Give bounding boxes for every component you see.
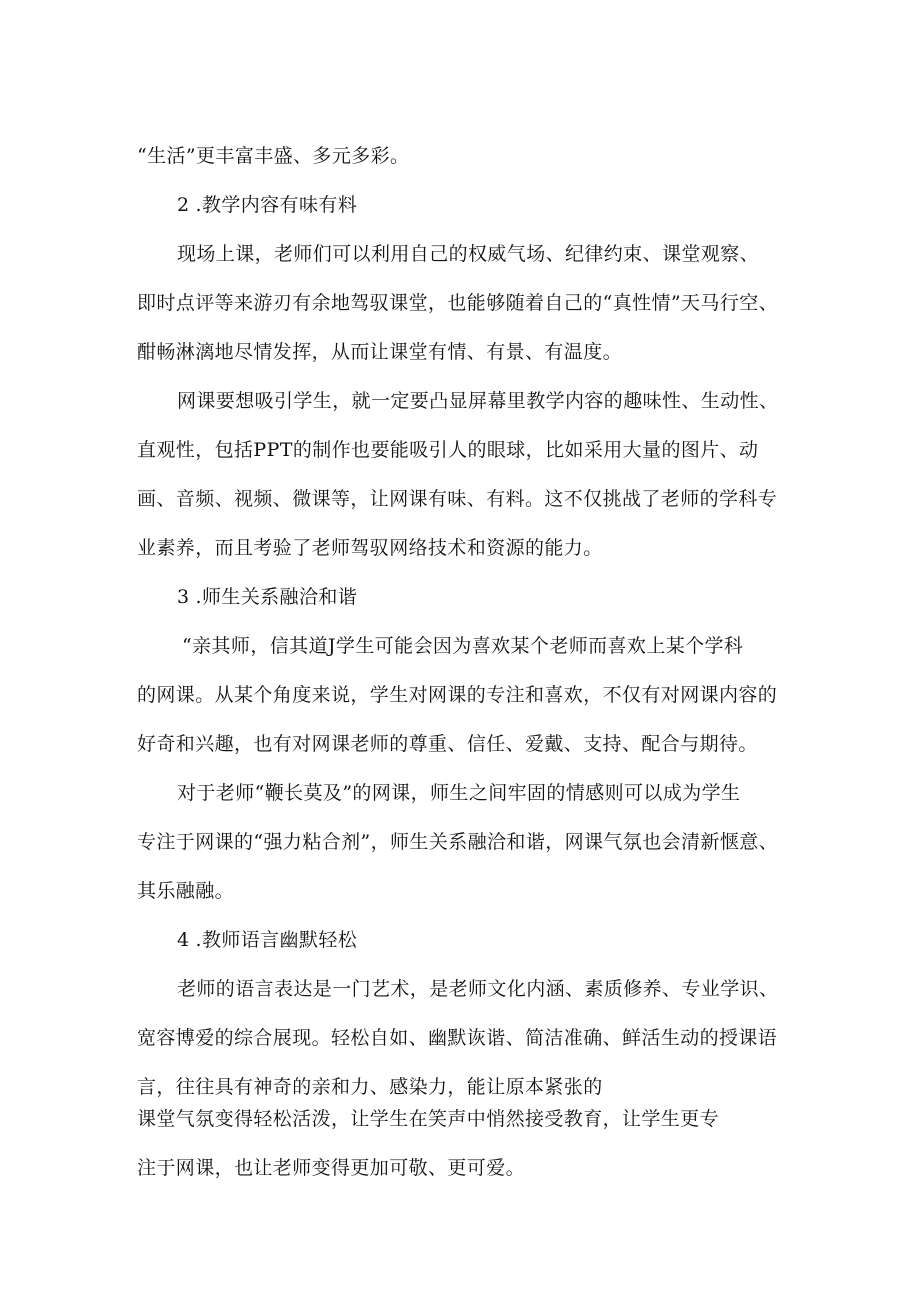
paragraph-line: 即时点评等来游刃有余地驾驭课堂，也能够随着自己的“真性情”天马行空、 (137, 292, 779, 314)
paragraph-line: 对于老师“鞭长莫及”的网课，师生之间牢固的情感则可以成为学生 (177, 782, 741, 804)
paragraph-line: “亲其师，信其道J学生可能会因为喜欢某个老师而喜欢上某个学科 (182, 635, 744, 657)
paragraph-line: 言，往往具有神奇的亲和力、感染力，能让原本紧张的 (137, 1076, 603, 1098)
section-number: 4 (177, 929, 190, 951)
section-heading-2 (177, 193, 357, 217)
paragraph-line: 专注于网课的“强力粘合剂”，师生关系融洽和谐，网课气氛也会清新惬意、 (137, 831, 779, 853)
section-title: .教师语言幽默轻松 (195, 929, 358, 951)
continuation-line: “生活”更丰富丰盛、多元多彩。 (137, 145, 410, 167)
section-heading-4 (177, 928, 357, 952)
paragraph-line: 的网课。从某个角度来说，学生对网课的专注和喜欢，不仅有对网课内容的 (137, 684, 778, 706)
section-title: .师生关系融洽和谐 (195, 586, 358, 608)
section-heading-3 (177, 585, 357, 609)
paragraph-line: 好奇和兴趣，也有对网课老师的尊重、信任、爱戴、支持、配合与期待。 (137, 733, 758, 755)
paragraph-line: 酣畅淋漓地尽情发挥，从而让课堂有情、有景、有温度。 (137, 341, 623, 363)
paragraph-line: 业素养，而且考验了老师驾驭网络技术和资源的能力。 (137, 537, 603, 559)
paragraph-line: 注于网课，也让老师变得更加可敬、更可爱。 (137, 1157, 526, 1179)
paragraph-line: 课堂气氛变得轻松活泼，让学生在笑声中悄然接受教育，让学生更专 (137, 1108, 720, 1130)
paragraph-line: 老师的语言表达是一门艺术，是老师文化内涵、素质修养、专业学识、 (177, 978, 779, 1000)
paragraph-line: 现场上课，老师们可以利用自己的权威气场、纪律约束、课堂观察、 (177, 243, 760, 265)
paragraph-line: 直观性，包括PPT的制作也要能吸引人的眼球，比如采用大量的图片、动 (137, 439, 759, 461)
section-number: 3 (177, 586, 190, 608)
section-number: 2 (177, 194, 190, 216)
paragraph-line: 网课要想吸引学生，就一定要凸显屏幕里教学内容的趣味性、生动性、 (177, 390, 779, 412)
paragraph-line: 其乐融融。 (137, 880, 235, 902)
paragraph-line: 宽容博爱的综合展现。轻松自如、幽默诙谐、简洁准确、鲜活生动的授课语 (137, 1027, 778, 1049)
section-title: .教学内容有味有料 (195, 194, 358, 216)
paragraph-line: 画、音频、视频、微课等，让网课有味、有料。这不仅挑战了老师的学科专 (137, 488, 778, 510)
